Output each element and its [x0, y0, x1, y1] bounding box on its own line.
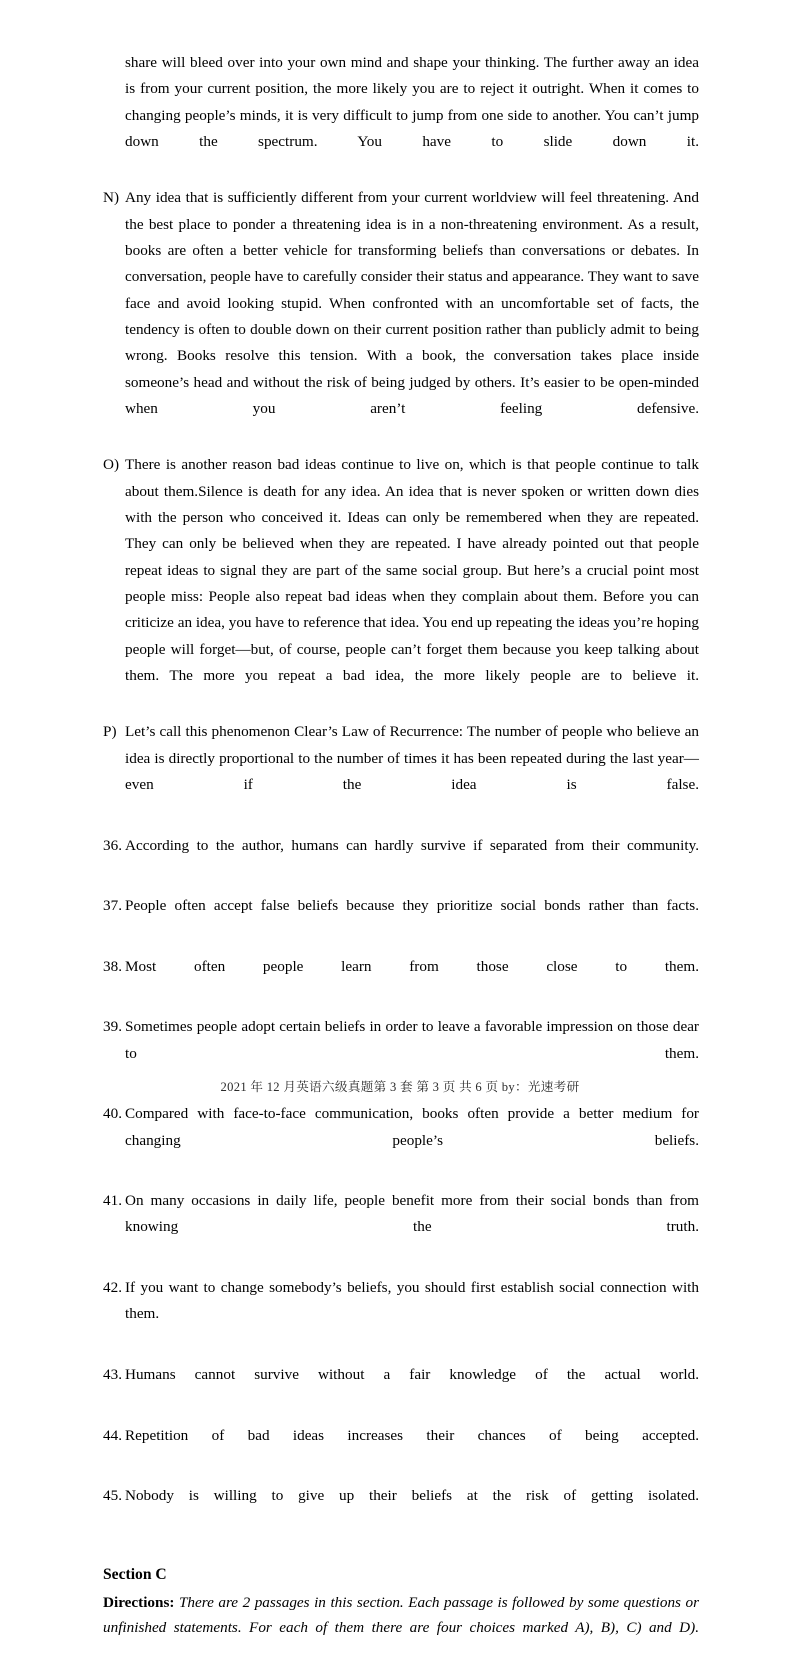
question-text: Repetition of bad ideas increases their chances of being accepted. — [125, 1426, 699, 1444]
question-text: People often accept false beliefs because they prioritize social bonds rather than facts. — [125, 897, 699, 915]
page-footer: 2021 年 12 月英语六级真题第 3 套 第 3 页 共 6 页 by：光速考研 — [220, 1080, 580, 1094]
question-number: 41. — [103, 1192, 122, 1210]
passage-paragraph-p — [103, 719, 699, 824]
question-number: 40. — [103, 1105, 122, 1123]
question-item-45[interactable] — [103, 1483, 699, 1536]
question-item-40[interactable] — [103, 1101, 699, 1180]
question-number: 42. — [103, 1279, 122, 1297]
question-text: Most often people learn from those close to them. — [125, 957, 699, 975]
passage-continuation-paragraph — [103, 50, 699, 181]
question-item-41[interactable] — [103, 1188, 699, 1267]
paragraph-text: There is another reason bad ideas continue to live on, which is that people continue to talk about them.Silence is death for any idea. An idea that is never spoken or written down dies with the person who conceived it. Ideas can only be remembered when they are repeated. They can only be believed when they are repeated. I have already pointed out that people repeat ideas to signal they are part of the same social group. But here’s a crucial point most people miss: People also repeat bad ideas when they complain about them. Before you can criticize an idea, you have to reference that idea. You end up repeating the ideas you’re hoping people will forget—but, of course, people can’t forget them because you keep talking about them. The more you repeat a bad idea, the more likely people are to believe it. — [125, 456, 699, 684]
passage-paragraph-n — [103, 185, 699, 448]
passage-paragraph-o — [103, 452, 699, 715]
question-item-44[interactable] — [103, 1423, 699, 1476]
question-text: Compared with face-to-face communication, books often provide a better medium for changing people’s beliefs. — [125, 1105, 699, 1149]
question-number: 37. — [103, 897, 122, 915]
paragraph-marker: N) — [103, 189, 120, 207]
question-number: 36. — [103, 836, 122, 854]
question-text: Nobody is willing to give up their beliefs at the risk of getting isolated. — [125, 1487, 699, 1505]
question-number: 45. — [103, 1487, 122, 1505]
question-text: On many occasions in daily life, people benefit more from their social bonds than from knowing the truth. — [125, 1192, 699, 1236]
section-c-directions — [103, 1590, 699, 1665]
directions-text: There are 2 passages in this section. Each passage is followed by some questions or unfinished statements. For each of them there are four choices marked A), B), C) and D). — [103, 1593, 700, 1636]
question-item-43[interactable] — [103, 1362, 699, 1415]
question-number: 38. — [103, 957, 122, 975]
question-text: Sometimes people adopt certain beliefs in order to leave a favorable impression on those dear to them. — [125, 1018, 699, 1062]
paragraph-text: Let’s call this phenomenon Clear’s Law of Recurrence: The number of people who believe an idea is directly proportional to the number of times it has been repeated during the last year—even if the idea is false. — [125, 723, 699, 794]
question-item-38[interactable] — [103, 954, 699, 1007]
question-number: 39. — [103, 1018, 122, 1036]
paragraph-text: Any idea that is sufficiently different from your current worldview will feel threatening. And the best place to ponder a threatening idea is in a non-threatening environment. As a result, books are often a better vehicle for transforming beliefs than conversations or debates. In conversation, people have to carefully consider their status and appearance. They want to save face and avoid looking stupid. When confronted with an uncomfortable set of facts, the tendency is often to double down on their current position rather than publicly admit to being wrong. Books resolve this tension. With a book, the conversation takes place inside someone’s head and without the risk of being judged by others. It’s easier to be open-minded when you aren’t feeling defensive. — [125, 189, 699, 417]
question-item-37[interactable] — [103, 893, 699, 946]
question-item-36[interactable] — [103, 833, 699, 886]
section-c-heading: Section C — [103, 1565, 167, 1583]
paragraph-marker: O) — [103, 456, 120, 474]
question-text: According to the author, humans can hardly survive if separated from their community. — [125, 836, 699, 854]
paragraph-marker: P) — [103, 723, 117, 741]
question-item-42[interactable] — [103, 1275, 699, 1354]
directions-label: Directions: — [103, 1593, 175, 1611]
question-number: 44. — [103, 1426, 122, 1444]
question-text: If you want to change somebody’s beliefs, you should first establish social connection with them. — [125, 1279, 699, 1323]
question-text: Humans cannot survive without a fair knowledge of the actual world. — [125, 1365, 699, 1383]
paragraph-text: share will bleed over into your own mind and shape your thinking. The further away an idea is from your current position, the more likely you are to reject it outright. When it comes to changing people’s minds, it is very difficult to jump from one side to another. You can’t jump down the spectrum. You have to slide down it. — [125, 54, 699, 150]
page-content — [103, 50, 699, 1665]
question-number: 43. — [103, 1365, 122, 1383]
